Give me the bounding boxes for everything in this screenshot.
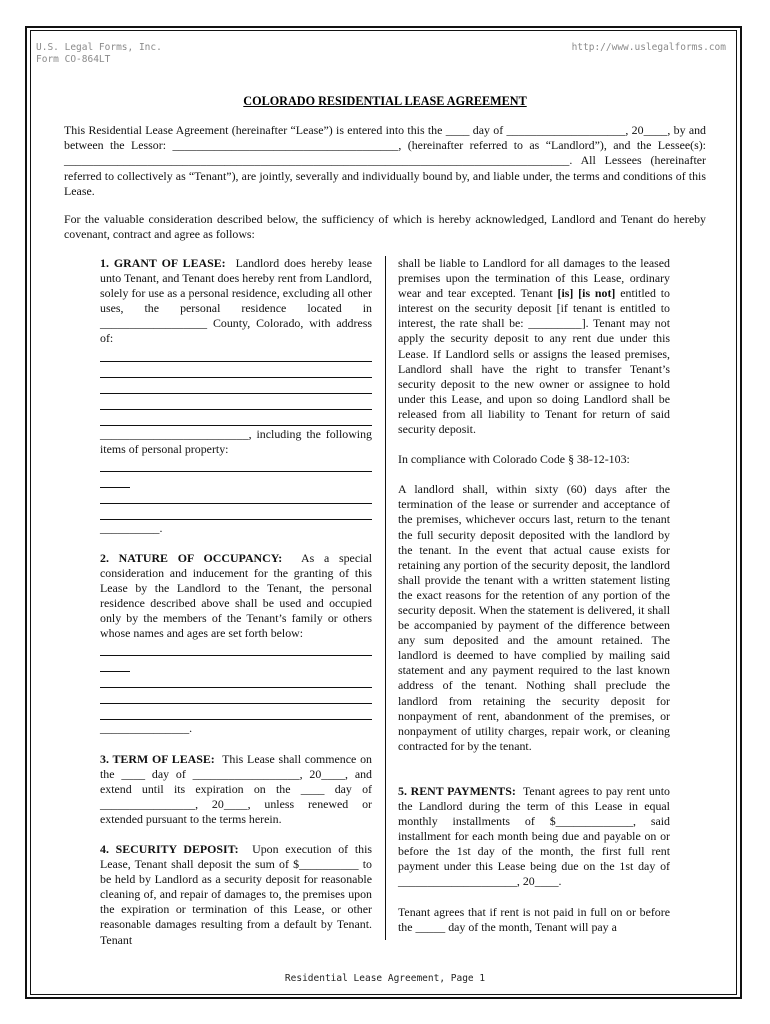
colorado-code-text: A landlord shall, within sixty (60) days after the termination of the lease or surrender and acceptance of the premises, whichever occurs last, return to the tenant the full security deposit deposited with the landlord by the tenant. In the event that actual cause exists for retaining any portion of the security deposit, the landlord shall provide the tenant with a written statement listing the exact reasons for the retention of any portion of the security deposit. When the statement is delivered, it shall be accompanied by payment of the difference between any sum deposited and the amount retained. The landlord is deemed to have complied by mailing said statement and any payment required to the last known address of the tenant. Nothing shall preclude the landlord from retaining the security deposit for nonpayment of rent, abandonment of the premises, or nonpayment of utility charges, repair work, or cleaning contracted for by the tenant. (398, 482, 670, 753)
deposit-text-a: shall be liable to Landlord for all damages to the leased premises upon the termination of this Lease, ordinary wear and tear excepted. Tenant (398, 256, 670, 301)
blank-line (100, 641, 372, 656)
blank-line (100, 457, 372, 472)
deposit-text-b: entitled to interest on the security deposit [if tenant is entitled to interest, the rate shall be: _________]. Tenant may not apply the security deposit to any rent due under this Lease. If Landlord sells or assigns the leased premises, Landlord shall have the right to transfer Tenant’s security deposit to the new owner or assignee to hold under this Lease, and upon so doing Landlord shall be released from all liability to Tenant for return of said security deposit. (398, 286, 670, 437)
blank-line (100, 363, 372, 378)
section-security-deposit (100, 842, 372, 948)
section-term-of-lease (100, 752, 372, 827)
occupants-end: _______________. (100, 721, 193, 736)
section-heading: 2. NATURE OF OCCUPANCY: (100, 550, 283, 565)
deposit-continued (398, 256, 670, 437)
blank-line (100, 473, 130, 488)
blank-line (100, 411, 372, 426)
late-rent-text: Tenant agrees that if rent is not paid in full on or before the _____ day of the month, Tenant will pay a (398, 904, 670, 934)
section-text: This Lease shall commence on the ____ day of __________________, 20____, and extend until its expiration on the ____ day of ________________, 20____, unless renewed or extended pursuant to the terms herein. (100, 751, 372, 826)
section-rent-payments (398, 784, 670, 890)
section-heading: 3. TERM OF LEASE: (100, 751, 215, 766)
right-column (398, 256, 670, 935)
column-divider (385, 256, 386, 940)
blank-line (100, 379, 372, 394)
company-name: U.S. Legal Forms, Inc. (36, 42, 162, 53)
section-heading: 1. GRANT OF LEASE: (100, 256, 226, 270)
form-id: Form CO-864LT (36, 54, 111, 65)
blank-line (100, 689, 372, 704)
header-url[interactable]: http://www.uslegalforms.com (571, 42, 726, 53)
blank-line (100, 657, 130, 672)
blank-line (100, 489, 372, 504)
including-clause: _________________________, including the following items of personal property: (100, 426, 372, 456)
blank-line (100, 673, 372, 688)
section-text: Tenant agrees to pay rent unto the Landlord during the term of this Lease in equal monthly installments of $_____________, said installment for each month being due and payable on or before the 1st day of the month, the first full rent payment under this Lease being due on the 1st day of ____________________, 20____. (398, 783, 670, 889)
page-footer: Residential Lease Agreement, Page 1 (284, 973, 486, 984)
section-text: Upon execution of this Lease, Tenant shall deposit the sum of $__________ to be held by Landlord as a security deposit for reasonable cleaning of, and repair of damages to, the premises upon the expiration or termination of this Lease, or other reasonable damages resulting from a default by Tenant. Tenant (100, 841, 372, 947)
section-heading: 5. RENT PAYMENTS: (398, 783, 516, 798)
interest-option: [is] [is not] (557, 286, 616, 301)
blank-line (100, 395, 372, 410)
header-left (36, 42, 162, 66)
intro-paragraph: This Residential Lease Agreement (hereinafter “Lease”) is entered into this the ____ day of ____________________, 20____, by and between the Lessor: ______________________________________, (hereinafter referred to as “Landlord”), and the Lessee(s): _____________________________________________________________________________________. All Lessees (hereinafter referred to collectively as “Tenant”), are jointly, severally and individually bound by, and liable under, the terms and conditions of this Lease. (64, 123, 706, 198)
blank-line (100, 347, 372, 362)
document-title: COLORADO RESIDENTIAL LEASE AGREEMENT (243, 94, 527, 108)
consideration-paragraph: For the valuable consideration described below, the sufficiency of which is hereby acknowledged, Landlord and Tenant do hereby covenant, contract and agree as follows: (64, 212, 706, 242)
section-text: Landlord does hereby lease unto Tenant, and Tenant does hereby rent from Landlord, solely for use as a personal residence, excluding all other uses, the personal residence located in __________________ County, Colorado, with address of: (100, 256, 372, 346)
property-end: __________. (100, 520, 163, 535)
colorado-code-reference: In compliance with Colorado Code § 38-12-103: (398, 452, 630, 467)
section-nature-of-occupancy (100, 551, 372, 642)
section-text: As a special consideration and inducement for the granting of this Lease by the Landlord to the Tenant, the personal residence described above shall be used and occupied only by the members of the Tenant’s family or others whose names and ages are set forth below: (100, 550, 372, 641)
blank-line (100, 505, 372, 520)
left-column (100, 256, 372, 948)
section-heading: 4. SECURITY DEPOSIT: (100, 841, 239, 856)
blank-line (100, 705, 372, 720)
section-grant-of-lease (100, 256, 372, 347)
